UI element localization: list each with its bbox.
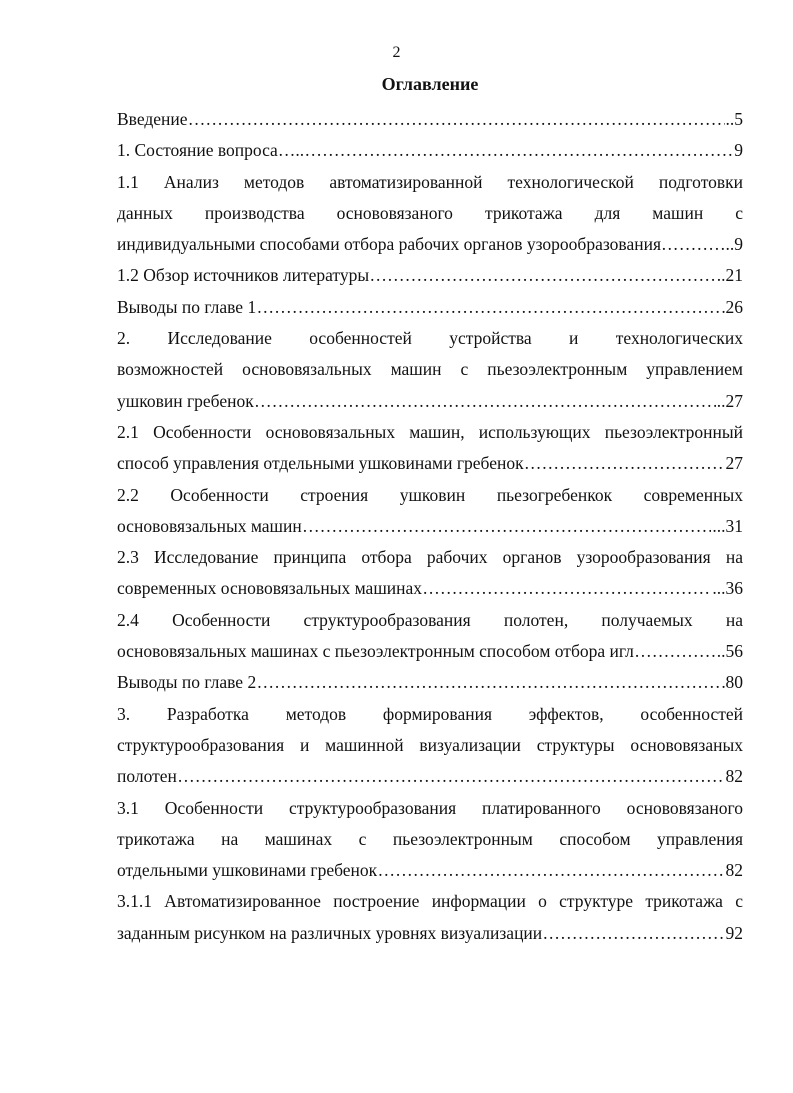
toc-entry[interactable] xyxy=(117,135,743,166)
toc-entry-last-line xyxy=(117,761,743,792)
toc-page-number: ..9 xyxy=(725,234,743,255)
dot-leader xyxy=(525,448,725,479)
toc-entry-last-line xyxy=(117,229,743,260)
toc-entry-last-line xyxy=(117,386,743,417)
dot-leader xyxy=(378,855,724,886)
toc-page-number: ...31 xyxy=(712,515,743,536)
toc-entry-text: основовязальных машинах с пьезоэлектронным способом отбора игл xyxy=(117,641,634,662)
table-of-contents xyxy=(117,104,743,949)
dot-leader xyxy=(257,292,724,323)
toc-page-number: 92 xyxy=(725,922,743,943)
toc-page-number: 82 xyxy=(725,860,743,881)
toc-entry[interactable] xyxy=(117,886,743,949)
toc-page-number: ..5 xyxy=(725,109,743,129)
toc-entry-text: 1. Состояние вопроса….. xyxy=(117,140,305,161)
toc-entry-text: современных основовязальных машинах xyxy=(117,578,423,599)
toc-entry-text: основовязальных машин xyxy=(117,515,302,536)
toc-page-number: ..27 xyxy=(716,390,743,411)
toc-entry[interactable] xyxy=(117,167,743,261)
toc-page-number: 80 xyxy=(725,672,743,693)
toc-entry-text: Выводы по главе 2 xyxy=(117,672,257,693)
toc-entry-last-line xyxy=(117,573,743,604)
toc-entry-last-line xyxy=(117,918,743,949)
toc-entry-line: структурообразования и машинной визуализации структуры основовязаных xyxy=(117,734,743,755)
toc-entry-last-line xyxy=(117,636,743,667)
toc-entry-text: отдельными ушковинами гребенок xyxy=(117,860,378,881)
toc-entry-text: полотен xyxy=(117,766,177,787)
dot-leader xyxy=(635,636,716,667)
toc-entry[interactable] xyxy=(117,104,743,135)
toc-entry[interactable] xyxy=(117,480,743,543)
toc-entry-text: способ управления отдельными ушковинами гребенок xyxy=(117,453,524,474)
toc-page-number: 26 xyxy=(725,296,743,317)
toc-entry[interactable] xyxy=(117,699,743,793)
dot-leader xyxy=(543,918,724,949)
toc-entry[interactable] xyxy=(117,417,743,480)
toc-entry-last-line xyxy=(117,667,743,698)
toc-entry-text: Выводы по главе 1 xyxy=(117,296,257,317)
toc-entry-line: 3. Разработка методов формирования эффектов, особенностей xyxy=(117,703,743,724)
toc-entry-last-line xyxy=(117,855,743,886)
toc-entry-line: 2.3 Исследование принципа отбора рабочих органов узорообразования на xyxy=(117,547,743,568)
dot-leader xyxy=(305,135,733,166)
toc-page-number: 27 xyxy=(725,453,743,474)
toc-entry-last-line xyxy=(117,511,743,542)
toc-entry-text: 1.2 Обзор источников литературы xyxy=(117,265,370,286)
page-number: 2 xyxy=(392,44,401,61)
toc-entry-line: возможностей основовязальных машин с пьезоэлектронным управлением xyxy=(117,359,743,380)
toc-entry-line: трикотажа на машинах с пьезоэлектронным способом управления xyxy=(117,828,743,849)
toc-entry-text: Введение xyxy=(117,109,188,129)
dot-leader xyxy=(423,573,711,604)
toc-entry-last-line xyxy=(117,448,743,479)
dot-leader xyxy=(189,104,725,135)
toc-entry[interactable] xyxy=(117,793,743,887)
toc-page-number: ..56 xyxy=(716,641,743,662)
toc-entry[interactable] xyxy=(117,667,743,698)
dot-leader xyxy=(178,761,725,792)
toc-entry[interactable] xyxy=(117,542,743,605)
toc-entry-line: 3.1 Особенности структурообразования платированного основовязаного xyxy=(117,797,743,818)
toc-entry[interactable] xyxy=(117,323,743,417)
toc-entry-text: индивидуальными способами отбора рабочих органов узорообразования… xyxy=(117,234,679,255)
toc-page-number: 82 xyxy=(725,766,743,787)
dot-leader xyxy=(370,260,716,291)
toc-entry[interactable] xyxy=(117,260,743,291)
toc-entry-last-line xyxy=(117,260,743,291)
toc-page-number: ...36 xyxy=(712,578,743,599)
toc-entry-line: 2.2 Особенности строения ушковин пьезогребенкок современных xyxy=(117,484,743,505)
toc-entry-line: данных производства основовязаного трикотажа для машин с xyxy=(117,202,743,223)
toc-entry-last-line xyxy=(117,292,743,323)
toc-entry-text: заданным рисунком на различных уровнях визуализации xyxy=(117,922,543,943)
toc-entry[interactable] xyxy=(117,605,743,668)
toc-entry-last-line xyxy=(117,104,743,135)
toc-entry-text: ушковин гребенок xyxy=(117,390,254,411)
dot-leader xyxy=(680,229,725,260)
toc-title: Оглавление xyxy=(381,74,479,94)
dot-leader xyxy=(255,386,716,417)
toc-entry-line: 1.1 Анализ методов автоматизированной технологической подготовки xyxy=(117,171,743,192)
toc-page-number: 9 xyxy=(734,140,743,161)
dot-leader xyxy=(303,511,712,542)
toc-entry-last-line xyxy=(117,135,743,166)
toc-entry-line: 2.4 Особенности структурообразования полотен, получаемых на xyxy=(117,609,743,630)
toc-entry-line: 2.1 Особенности основовязальных машин, использующих пьезоэлектронный xyxy=(117,421,743,442)
toc-page-number: ..21 xyxy=(716,265,743,286)
toc-entry-line: 3.1.1 Автоматизированное построение информации о структуре трикотажа с xyxy=(117,891,743,912)
toc-entry[interactable] xyxy=(117,292,743,323)
dot-leader xyxy=(257,667,724,698)
toc-entry-line: 2. Исследование особенностей устройства и технологических xyxy=(117,328,743,349)
